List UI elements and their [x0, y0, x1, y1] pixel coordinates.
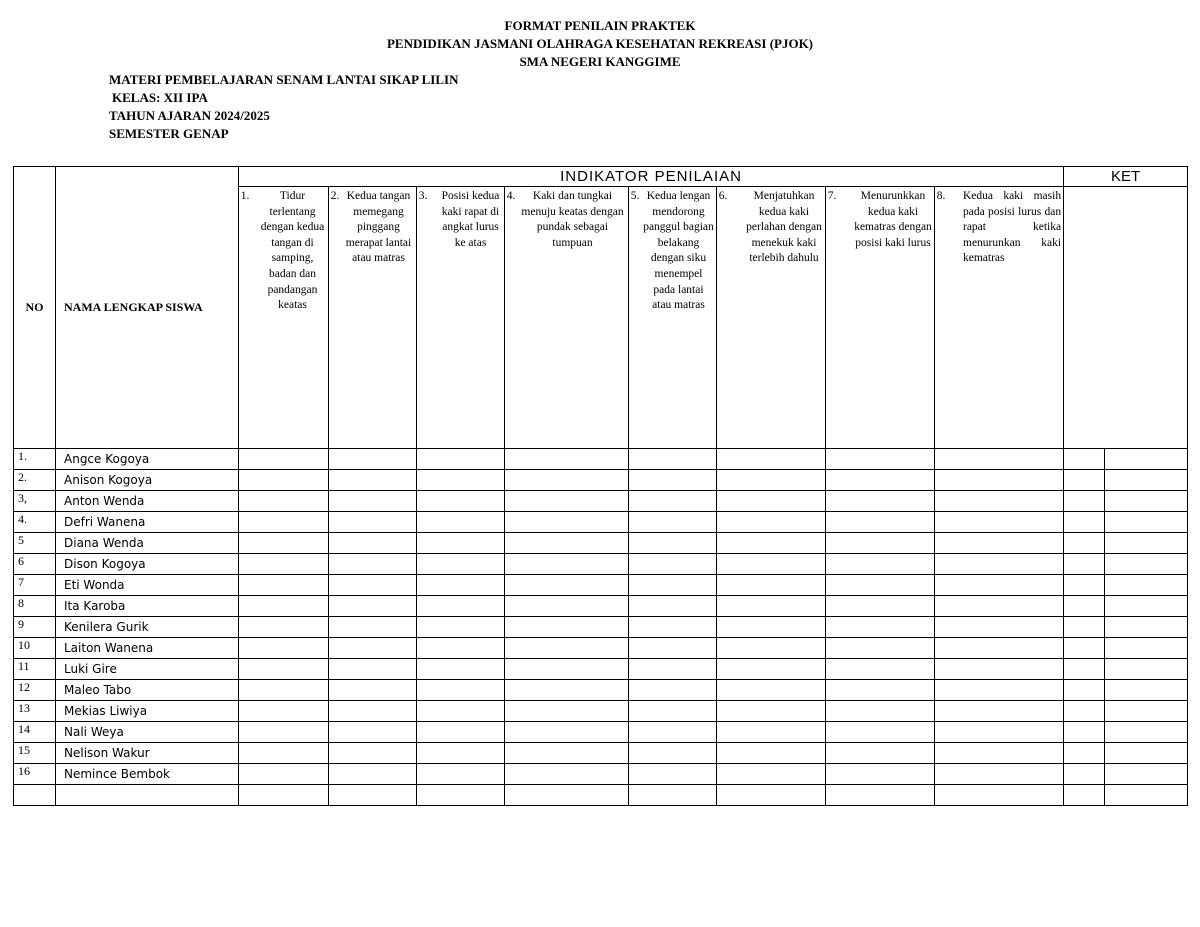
student-number: 11 [14, 659, 56, 680]
ket-cell[interactable] [1064, 743, 1105, 764]
doc-title: FORMAT PENILAIN PRAKTEK [504, 18, 696, 33]
ket-cell[interactable] [1105, 638, 1188, 659]
indicator-header-3 [417, 187, 505, 449]
indicator-header-8 [935, 187, 1064, 449]
score-cell-indicator-4[interactable] [505, 680, 629, 701]
score-cell-indicator-5[interactable] [629, 764, 717, 785]
ket-cell[interactable] [1105, 449, 1188, 470]
table-row [14, 533, 1188, 554]
score-cell-indicator-3[interactable] [417, 785, 505, 806]
score-cell-indicator-6[interactable] [717, 659, 826, 680]
score-cell-indicator-6[interactable] [717, 554, 826, 575]
score-cell-indicator-1[interactable] [239, 596, 329, 617]
score-cell-indicator-6[interactable] [717, 449, 826, 470]
score-cell-indicator-6[interactable] [717, 491, 826, 512]
student-number [14, 785, 56, 806]
score-cell-indicator-7[interactable] [826, 575, 935, 596]
score-cell-indicator-7[interactable] [826, 449, 935, 470]
score-cell-indicator-1[interactable] [239, 659, 329, 680]
score-cell-indicator-6[interactable] [717, 743, 826, 764]
meta-materi: MATERI PEMBELAJARAN SENAM LANTAI SIKAP LILIN [109, 72, 459, 87]
score-cell-indicator-7[interactable] [826, 722, 935, 743]
score-cell-indicator-3[interactable] [417, 638, 505, 659]
score-cell-indicator-2[interactable] [329, 785, 417, 806]
ket-cell[interactable] [1105, 470, 1188, 491]
score-cell-indicator-5[interactable] [629, 575, 717, 596]
score-cell-indicator-1[interactable] [239, 512, 329, 533]
score-cell-indicator-8[interactable] [935, 785, 1064, 806]
score-cell-indicator-4[interactable] [505, 470, 629, 491]
score-cell-indicator-4[interactable] [505, 785, 629, 806]
ket-cell[interactable] [1105, 701, 1188, 722]
score-cell-indicator-5[interactable] [629, 596, 717, 617]
ket-cell[interactable] [1105, 533, 1188, 554]
table-row [14, 512, 1188, 533]
score-cell-indicator-3[interactable] [417, 512, 505, 533]
score-cell-indicator-3[interactable] [417, 743, 505, 764]
score-cell-indicator-4[interactable] [505, 764, 629, 785]
score-cell-indicator-5[interactable] [629, 533, 717, 554]
score-cell-indicator-1[interactable] [239, 785, 329, 806]
score-cell-indicator-3[interactable] [417, 575, 505, 596]
student-name: Anison Kogoya [56, 470, 239, 491]
student-number: 5 [14, 533, 56, 554]
score-cell-indicator-2[interactable] [329, 743, 417, 764]
table-row [14, 554, 1188, 575]
indicator-cell [505, 187, 628, 251]
ket-cell[interactable] [1105, 596, 1188, 617]
student-number: 9 [14, 617, 56, 638]
score-cell-indicator-3[interactable] [417, 722, 505, 743]
score-cell-indicator-5[interactable] [629, 785, 717, 806]
score-cell-indicator-2[interactable] [329, 554, 417, 575]
score-cell-indicator-6[interactable] [717, 512, 826, 533]
score-cell-indicator-3[interactable] [417, 659, 505, 680]
score-cell-indicator-1[interactable] [239, 701, 329, 722]
score-cell-indicator-8[interactable] [935, 554, 1064, 575]
meta-semester: SEMESTER GENAP [109, 126, 229, 141]
score-cell-indicator-4[interactable] [505, 722, 629, 743]
indicator-number: 4. [506, 190, 516, 202]
student-name: Angce Kogoya [56, 449, 239, 470]
ket-cell[interactable] [1064, 533, 1105, 554]
student-number: 1. [14, 449, 56, 470]
score-cell-indicator-4[interactable] [505, 701, 629, 722]
score-cell-indicator-2[interactable] [329, 512, 417, 533]
indicator-number: 5. [630, 190, 640, 202]
score-cell-indicator-8[interactable] [935, 680, 1064, 701]
col-header-name: NAMA LENGKAP SISWA [56, 167, 239, 449]
ket-cell[interactable] [1105, 512, 1188, 533]
student-name: Anton Wenda [56, 491, 239, 512]
group-header-indikator: INDIKATOR PENILAIAN [239, 167, 1064, 187]
score-cell-indicator-5[interactable] [629, 659, 717, 680]
indicator-number: 1. [240, 190, 250, 202]
score-cell-indicator-5[interactable] [629, 617, 717, 638]
score-cell-indicator-5[interactable] [629, 743, 717, 764]
score-cell-indicator-2[interactable] [329, 491, 417, 512]
table-row [14, 491, 1188, 512]
indicator-header-6 [717, 187, 826, 449]
ket-cell[interactable] [1064, 449, 1105, 470]
score-cell-indicator-7[interactable] [826, 491, 935, 512]
assessment-table [13, 166, 1188, 806]
score-cell-indicator-3[interactable] [417, 596, 505, 617]
student-name: Mekias Liwiya [56, 701, 239, 722]
student-number: 3, [14, 491, 56, 512]
ket-header-cell [1064, 187, 1188, 449]
score-cell-indicator-7[interactable] [826, 554, 935, 575]
indicator-text: Menjatuhkan kedua kaki perlahan dengan menekuk kaki terlebih dahulu [746, 190, 822, 265]
table-row [14, 449, 1188, 470]
score-cell-indicator-8[interactable] [935, 512, 1064, 533]
score-cell-indicator-8[interactable] [935, 722, 1064, 743]
ket-cell[interactable] [1064, 785, 1105, 806]
score-cell-indicator-6[interactable] [717, 617, 826, 638]
indicator-header-5 [629, 187, 717, 449]
score-cell-indicator-2[interactable] [329, 722, 417, 743]
student-name: Dison Kogoya [56, 554, 239, 575]
ket-cell[interactable] [1064, 491, 1105, 512]
table-row [14, 659, 1188, 680]
student-name: Diana Wenda [56, 533, 239, 554]
score-cell-indicator-1[interactable] [239, 680, 329, 701]
score-cell-indicator-4[interactable] [505, 533, 629, 554]
student-name: Ita Karoba [56, 596, 239, 617]
ket-cell[interactable] [1064, 470, 1105, 491]
score-cell-indicator-1[interactable] [239, 575, 329, 596]
score-cell-indicator-2[interactable] [329, 638, 417, 659]
table-row [14, 701, 1188, 722]
student-number: 10 [14, 638, 56, 659]
indicator-header-7 [826, 187, 935, 449]
ket-cell[interactable] [1105, 554, 1188, 575]
score-cell-indicator-7[interactable] [826, 617, 935, 638]
score-cell-indicator-3[interactable] [417, 449, 505, 470]
score-cell-indicator-3[interactable] [417, 617, 505, 638]
score-cell-indicator-7[interactable] [826, 701, 935, 722]
indicator-text: Kedua lengan mendorong panggul bagian belakang dengan siku menempel pada lantai atau matras [643, 190, 714, 312]
student-name: Luki Gire [56, 659, 239, 680]
indicator-cell [417, 187, 504, 251]
score-cell-indicator-6[interactable] [717, 470, 826, 491]
score-cell-indicator-7[interactable] [826, 680, 935, 701]
score-cell-indicator-7[interactable] [826, 596, 935, 617]
doc-subject: PENDIDIKAN JASMANI OLAHRAGA KESEHATAN REKREASI (PJOK) [386, 36, 814, 51]
score-cell-indicator-4[interactable] [505, 449, 629, 470]
meta-tahun: TAHUN AJARAN 2024/2025 [109, 108, 270, 123]
score-cell-indicator-2[interactable] [329, 659, 417, 680]
ket-cell[interactable] [1105, 680, 1188, 701]
score-cell-indicator-1[interactable] [239, 638, 329, 659]
score-cell-indicator-4[interactable] [505, 554, 629, 575]
score-cell-indicator-8[interactable] [935, 575, 1064, 596]
score-cell-indicator-3[interactable] [417, 470, 505, 491]
score-cell-indicator-7[interactable] [826, 638, 935, 659]
score-cell-indicator-6[interactable] [717, 722, 826, 743]
indicator-cell [935, 187, 1063, 267]
score-cell-indicator-4[interactable] [505, 512, 629, 533]
score-cell-indicator-2[interactable] [329, 596, 417, 617]
ket-cell[interactable] [1064, 638, 1105, 659]
score-cell-indicator-7[interactable] [826, 659, 935, 680]
score-cell-indicator-2[interactable] [329, 575, 417, 596]
ket-cell[interactable] [1105, 575, 1188, 596]
table-row [14, 680, 1188, 701]
score-cell-indicator-1[interactable] [239, 533, 329, 554]
score-cell-indicator-7[interactable] [826, 470, 935, 491]
indicator-number: 7. [827, 190, 837, 202]
table-row [14, 470, 1188, 491]
indicator-text: Kaki dan tungkai menuju keatas dengan pundak sebagai tumpuan [521, 190, 624, 249]
ket-cell[interactable] [1105, 617, 1188, 638]
ket-cell[interactable] [1105, 785, 1188, 806]
student-name: Eti Wonda [56, 575, 239, 596]
score-cell-indicator-5[interactable] [629, 680, 717, 701]
ket-cell[interactable] [1105, 764, 1188, 785]
score-cell-indicator-3[interactable] [417, 764, 505, 785]
score-cell-indicator-2[interactable] [329, 617, 417, 638]
score-cell-indicator-3[interactable] [417, 533, 505, 554]
indicator-text: Posisi kedua kaki rapat di angkat lurus ke atas [441, 190, 500, 249]
ket-cell[interactable] [1064, 722, 1105, 743]
student-number: 13 [14, 701, 56, 722]
student-name: Nelison Wakur [56, 743, 239, 764]
ket-cell[interactable] [1105, 659, 1188, 680]
ket-cell[interactable] [1064, 659, 1105, 680]
student-number: 15 [14, 743, 56, 764]
score-cell-indicator-2[interactable] [329, 470, 417, 491]
student-name: Nali Weya [56, 722, 239, 743]
score-cell-indicator-4[interactable] [505, 617, 629, 638]
ket-cell[interactable] [1105, 722, 1188, 743]
score-cell-indicator-5[interactable] [629, 512, 717, 533]
score-cell-indicator-4[interactable] [505, 575, 629, 596]
score-cell-indicator-8[interactable] [935, 764, 1064, 785]
ket-cell[interactable] [1064, 680, 1105, 701]
score-cell-indicator-4[interactable] [505, 491, 629, 512]
score-cell-indicator-6[interactable] [717, 680, 826, 701]
indicator-number: 3. [418, 190, 428, 202]
indicator-header-4 [505, 187, 629, 449]
ket-cell[interactable] [1064, 512, 1105, 533]
col-header-no: NO [14, 167, 56, 449]
table-row [14, 617, 1188, 638]
score-cell-indicator-8[interactable] [935, 596, 1064, 617]
student-number: 8 [14, 596, 56, 617]
indicator-number: 2. [330, 190, 340, 202]
score-cell-indicator-8[interactable] [935, 491, 1064, 512]
score-cell-indicator-3[interactable] [417, 554, 505, 575]
ket-cell[interactable] [1064, 575, 1105, 596]
score-cell-indicator-3[interactable] [417, 680, 505, 701]
student-name: Maleo Tabo [56, 680, 239, 701]
indicator-cell [329, 187, 416, 267]
score-cell-indicator-7[interactable] [826, 785, 935, 806]
ket-cell[interactable] [1064, 596, 1105, 617]
table-row [14, 743, 1188, 764]
score-cell-indicator-5[interactable] [629, 554, 717, 575]
score-cell-indicator-6[interactable] [717, 575, 826, 596]
score-cell-indicator-3[interactable] [417, 491, 505, 512]
student-number: 16 [14, 764, 56, 785]
score-cell-indicator-8[interactable] [935, 659, 1064, 680]
score-cell-indicator-6[interactable] [717, 638, 826, 659]
indicator-cell [826, 187, 934, 251]
student-number: 4. [14, 512, 56, 533]
student-number: 12 [14, 680, 56, 701]
indicator-text: Tidur terlentang dengan kedua tangan di samping, badan dan pandangan keatas [260, 190, 325, 312]
score-cell-indicator-4[interactable] [505, 743, 629, 764]
score-cell-indicator-1[interactable] [239, 764, 329, 785]
table-row [14, 575, 1188, 596]
indicator-text: Kedua tangan memegang pinggang merapat lantai atau matras [345, 190, 412, 265]
score-cell-indicator-7[interactable] [826, 764, 935, 785]
score-cell-indicator-8[interactable] [935, 743, 1064, 764]
ket-cell[interactable] [1064, 554, 1105, 575]
score-cell-indicator-7[interactable] [826, 743, 935, 764]
score-cell-indicator-8[interactable] [935, 701, 1064, 722]
score-cell-indicator-6[interactable] [717, 764, 826, 785]
score-cell-indicator-7[interactable] [826, 512, 935, 533]
score-cell-indicator-2[interactable] [329, 701, 417, 722]
table-row [14, 764, 1188, 785]
student-number: 7 [14, 575, 56, 596]
score-cell-indicator-1[interactable] [239, 491, 329, 512]
table-row [14, 596, 1188, 617]
indicator-cell [717, 187, 825, 267]
student-name: Kenilera Gurik [56, 617, 239, 638]
ket-cell[interactable] [1064, 764, 1105, 785]
score-cell-indicator-5[interactable] [629, 638, 717, 659]
doc-school: SMA NEGERI KANGGIME [519, 54, 681, 69]
score-cell-indicator-8[interactable] [935, 449, 1064, 470]
indicator-text: Kedua kaki masih pada posisi lurus dan rapat ketika menurunkan kaki kematras [963, 190, 1062, 265]
score-cell-indicator-5[interactable] [629, 449, 717, 470]
score-cell-indicator-1[interactable] [239, 743, 329, 764]
score-cell-indicator-8[interactable] [935, 617, 1064, 638]
score-cell-indicator-2[interactable] [329, 680, 417, 701]
score-cell-indicator-1[interactable] [239, 449, 329, 470]
student-number: 14 [14, 722, 56, 743]
score-cell-indicator-4[interactable] [505, 638, 629, 659]
score-cell-indicator-6[interactable] [717, 785, 826, 806]
indicator-text: Menurunkkan kedua kaki kematras dengan posisi kaki lurus [854, 190, 932, 249]
score-cell-indicator-2[interactable] [329, 449, 417, 470]
score-cell-indicator-4[interactable] [505, 659, 629, 680]
score-cell-indicator-2[interactable] [329, 533, 417, 554]
student-name: Defri Wanena [56, 512, 239, 533]
student-name: Nemince Bembok [56, 764, 239, 785]
score-cell-indicator-8[interactable] [935, 638, 1064, 659]
score-cell-indicator-5[interactable] [629, 701, 717, 722]
score-cell-indicator-2[interactable] [329, 764, 417, 785]
table-row [14, 638, 1188, 659]
indicator-header-2 [329, 187, 417, 449]
table-row [14, 785, 1188, 806]
score-cell-indicator-6[interactable] [717, 533, 826, 554]
table-row [14, 722, 1188, 743]
ket-cell[interactable] [1105, 491, 1188, 512]
score-cell-indicator-6[interactable] [717, 701, 826, 722]
score-cell-indicator-8[interactable] [935, 533, 1064, 554]
score-cell-indicator-5[interactable] [629, 722, 717, 743]
indicator-number: 8. [936, 190, 946, 202]
score-cell-indicator-1[interactable] [239, 470, 329, 491]
score-cell-indicator-7[interactable] [826, 533, 935, 554]
student-name: Laiton Wanena [56, 638, 239, 659]
indicator-cell [629, 187, 716, 314]
score-cell-indicator-1[interactable] [239, 617, 329, 638]
indicator-number: 6. [718, 190, 728, 202]
student-number: 6 [14, 554, 56, 575]
score-cell-indicator-5[interactable] [629, 470, 717, 491]
ket-cell[interactable] [1064, 617, 1105, 638]
score-cell-indicator-6[interactable] [717, 596, 826, 617]
indicator-cell [239, 187, 328, 314]
student-number: 2. [14, 470, 56, 491]
score-cell-indicator-1[interactable] [239, 722, 329, 743]
ket-cell[interactable] [1105, 743, 1188, 764]
student-name [56, 785, 239, 806]
score-cell-indicator-4[interactable] [505, 596, 629, 617]
meta-kelas: KELAS: XII IPA [112, 90, 208, 105]
score-cell-indicator-5[interactable] [629, 491, 717, 512]
ket-cell[interactable] [1064, 701, 1105, 722]
score-cell-indicator-8[interactable] [935, 470, 1064, 491]
score-cell-indicator-1[interactable] [239, 554, 329, 575]
group-header-ket: KET [1064, 167, 1188, 187]
score-cell-indicator-3[interactable] [417, 701, 505, 722]
indicator-header-1 [239, 187, 329, 449]
